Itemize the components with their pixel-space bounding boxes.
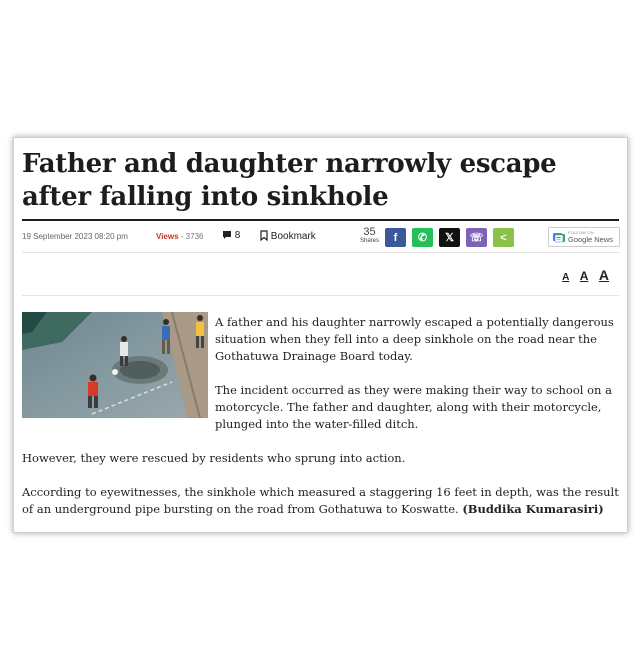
views-count: - 3736 bbox=[180, 232, 204, 241]
google-news-icon bbox=[553, 232, 565, 243]
bookmark-label: Bookmark bbox=[270, 231, 316, 242]
facebook-share-button[interactable] bbox=[385, 228, 406, 247]
bookmark-icon bbox=[260, 230, 268, 241]
comments-link[interactable] bbox=[222, 230, 240, 241]
share-count-label: Shares bbox=[360, 238, 380, 244]
article-paragraph-final bbox=[22, 484, 622, 518]
share-count bbox=[360, 227, 379, 245]
google-news-follow-button[interactable] bbox=[548, 227, 620, 247]
article-paragraph: The incident occurred as they were making their way to school on a motorcycle. The father and daughter, along with their motorcycle, plunged into the water-filled ditch. bbox=[215, 383, 612, 431]
whatsapp-share-button[interactable] bbox=[412, 228, 433, 247]
google-news-label: Google News bbox=[568, 235, 614, 244]
article-headline: Father and daughter narrowly escape after falling into sinkhole bbox=[22, 149, 557, 212]
font-size-large-button[interactable]: A bbox=[598, 267, 609, 283]
whatsapp-icon: ✆ bbox=[417, 232, 428, 244]
sinkhole-scene-image bbox=[22, 312, 208, 418]
share-icon: < bbox=[500, 231, 507, 244]
bookmark-button[interactable] bbox=[260, 230, 316, 242]
article-paragraph-text: According to eyewitnesses, the sinkhole which measured a staggering 16 feet in depth, was the result of an underground pipe bursting on the road from Gothatuwa to Koswatte. bbox=[22, 485, 619, 516]
viber-share-button[interactable] bbox=[466, 228, 487, 247]
article-photo bbox=[22, 312, 208, 418]
views-counter bbox=[156, 232, 203, 241]
photo-credit: (Buddika Kumarasiri) bbox=[462, 502, 604, 516]
google-news-small-label: FOLLOW ON bbox=[568, 230, 594, 235]
article-meta-bar bbox=[22, 222, 619, 252]
comment-icon bbox=[222, 230, 232, 240]
toolbar-divider bbox=[22, 295, 619, 296]
article-paragraph: A father and his daughter narrowly escaped a potentially dangerous situation when they fell into a deep sinkhole on the road near the Gothatuwa Drainage Board today. bbox=[215, 315, 614, 363]
x-share-button[interactable] bbox=[439, 228, 460, 247]
publish-date: 19 September 2023 08:20 pm bbox=[22, 232, 128, 241]
font-size-medium-button[interactable]: A bbox=[579, 269, 589, 283]
meta-divider bbox=[22, 252, 619, 253]
comments-count: 8 bbox=[234, 230, 241, 241]
share-count-number: 35 bbox=[363, 226, 376, 238]
viber-icon: ☏ bbox=[469, 232, 484, 244]
views-label: Views bbox=[156, 232, 179, 241]
font-size-controls bbox=[556, 267, 609, 285]
headline-divider bbox=[22, 219, 619, 221]
article-card bbox=[13, 137, 628, 533]
more-share-button[interactable] bbox=[493, 228, 514, 247]
article-paragraph: However, they were rescued by residents who sprung into action. bbox=[22, 451, 406, 465]
facebook-icon: f bbox=[393, 231, 398, 244]
x-icon: 𝕏 bbox=[445, 232, 454, 244]
font-size-small-button[interactable]: A bbox=[562, 272, 570, 283]
